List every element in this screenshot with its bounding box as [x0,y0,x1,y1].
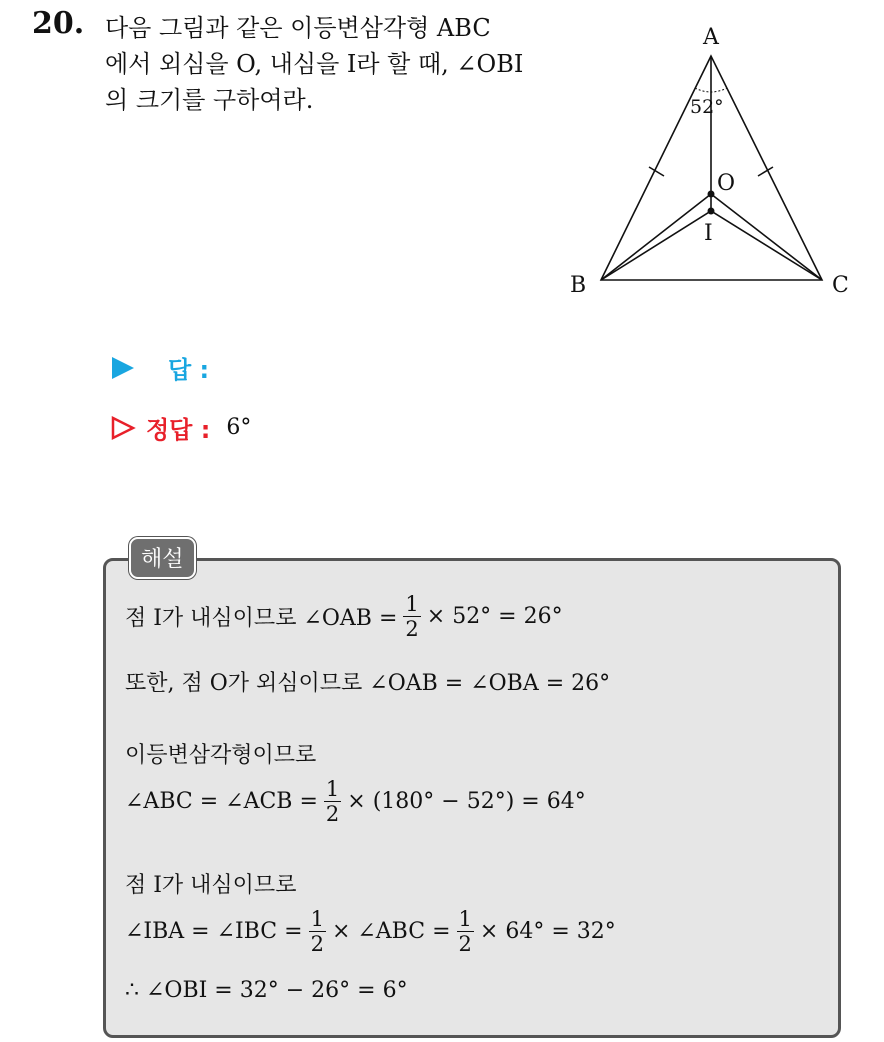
fraction-denominator: 2 [310,932,324,956]
solution-text: × 64° = 32° [479,919,616,944]
solution-text: ∴ ∠OBI = 32° − 26° = 6° [125,978,408,1003]
label-a: A [703,25,719,50]
label-b: B [570,273,587,298]
point-i [708,208,715,215]
play-arrow-icon [110,355,136,381]
correct-answer-value: 6° [226,415,252,440]
solution-line-3 [125,738,316,769]
fraction-numerator: 1 [325,777,340,801]
solution-line-5 [125,868,296,899]
question-line: 다음 그림과 같은 이등변삼각형 ABC [105,14,491,42]
fraction [457,907,474,956]
angle-label: 52° [690,96,724,118]
solution-text: × ∠ABC = [331,919,451,944]
fraction-denominator: 2 [325,802,340,826]
fraction-denominator: 2 [458,932,472,956]
triangle-figure [560,18,860,308]
solution-text: × (180° − 52°) = 64° [347,789,586,814]
label-i: I [704,221,713,246]
fraction [403,592,420,641]
solution-text: ∠ABC = ∠ACB = [125,789,318,814]
fraction [324,777,341,826]
fraction [309,907,326,956]
point-o [708,191,715,198]
solution-line-2 [125,666,610,697]
fraction-numerator: 1 [405,592,419,616]
correct-answer-row [110,410,251,445]
solution-line-1 [125,592,563,641]
solution-line-7 [125,978,408,1003]
correct-answer-label: 정답 : [146,416,211,444]
solution-text: 점 I가 내심이므로 ∠OAB = [125,606,398,631]
solution-text: 이등변삼각형이므로 [125,743,317,768]
solution-line-6 [125,907,616,956]
solution-text: × 52° = 26° [426,604,563,629]
question-line: 에서 외심을 O, 내심을 I라 할 때, ∠OBI [105,50,524,78]
solution-tag: 해설 [129,537,196,579]
solution-text: ∠IBA = ∠IBC = [125,919,303,944]
solution-text: 점 I가 내심이므로 [125,873,297,898]
outline-arrow-icon [110,415,136,441]
label-o: O [717,171,736,196]
answer-label: 답 : [168,356,210,384]
question-text [105,10,560,118]
label-c: C [832,273,849,298]
fraction-numerator: 1 [458,907,472,931]
solution-line-4 [125,777,586,826]
answer-row [110,350,209,385]
fraction-numerator: 1 [310,907,324,931]
question-line: 의 크기를 구하여라. [105,86,314,114]
tick-mark-ac [758,167,773,176]
solution-text: 또한, 점 O가 외심이므로 ∠OAB = ∠OBA = 26° [125,671,611,696]
question-number: 20. [32,6,85,41]
fraction-denominator: 2 [405,617,419,641]
